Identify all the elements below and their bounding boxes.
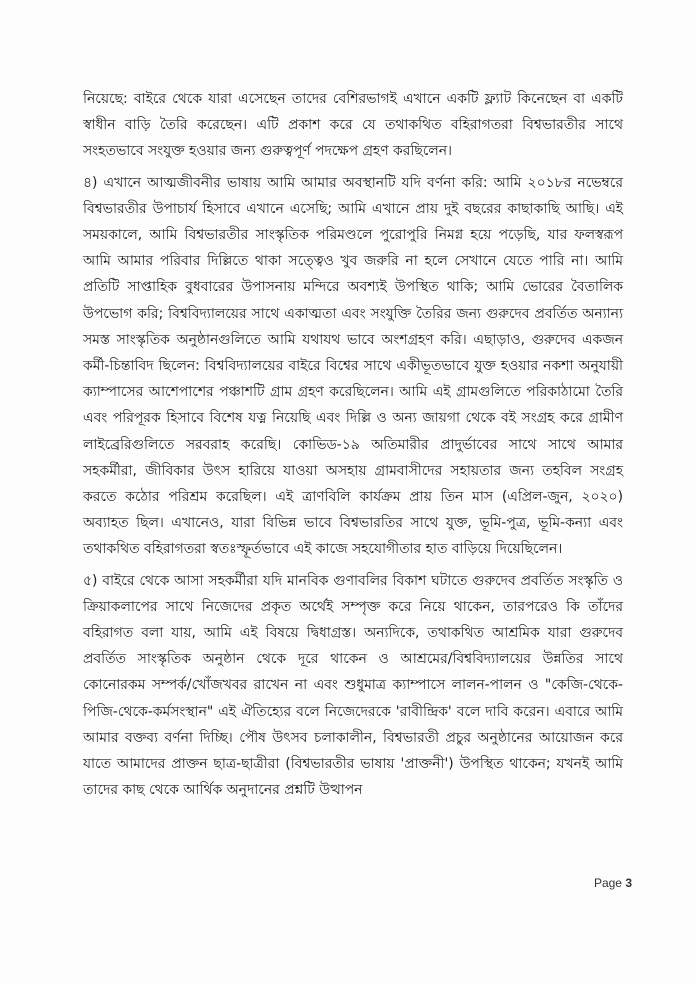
paragraph-3: ৫) বাইরে থেকে আসা সহকর্মীরা যদি মানবিক গুণাবলির বিকাশ ঘটাতে গুরুদেব প্রবর্তিত সংস্কৃতি ও ক্রিয়াকলাপের সাথে নিজেদের প্রকৃত অর্থেই সম্পৃক্ত করে নিয়ে থাকেন, তারপরেও কি তাঁদের বহিরাগত বলা যায়, আমি এই বিষয়ে দ্বিধাগ্রস্ত। অন্যদিকে, তথাকথিত আশ্রমিক যারা গুরুদেব প্রবর্তিত সাংস্কৃতিক অনুষ্ঠান থেকে দূরে থাকেন ও আশ্রমের/বিশ্ববিদ্যালয়ের উন্নতির সাথে কোনোরকম সম্পর্ক/খোঁজখবর রাখেন না এবং শুধুমাত্র ক্যাম্পাসে লালন-পালন ও "কেজি-থেকে-পিজি-থেকে-কর্মসংস্থান" এই ঐতিহ্যের বলে নিজেদেরকে 'রাবীন্দ্রিক' বলে দাবি করেন। এবারে আমি আমার বক্তব্য বর্ণনা দিচ্ছি। পৌষ উৎসব চলাকালীন, বিশ্বভারতী প্রচুর অনুষ্ঠানের আয়োজন করে যাতে আমাদের প্রাক্তন ছাত্র-ছাত্রীরা (বিশ্বভারতীর ভাষায় 'প্রাক্তনী') উপস্থিত থাকেন; যখনই আমি তাদের কাছ থেকে আর্থিক অনুদানের প্রশ্নটি উত্থাপন [83,572,623,799]
document-body [83,86,623,808]
paragraph-1: নিয়েছে: বাইরে থেকে যারা এসেছেন তাদের বেশিরভাগই এখানে একটি ফ্ল্যাট কিনেছেন বা একটি স্বাধীন বাড়ি তৈরি করেছেন। এটি প্রকাশ করে যে তথাকথিত বহিরাগতরা বিশ্বভারতীর সাথে সংহতভাবে সংযুক্ত হওয়ার জন্য গুরুত্বপূর্ণ পদক্ষেপ গ্রহণ করছিলেন। [83,91,623,160]
page-footer [594,876,632,890]
page-label: Page [593,876,626,890]
page-number: 3 [625,876,632,890]
paragraph-2: ৪) এখানে আত্মজীবনীর ভাষায় আমি আমার অবস্থানটি যদি বর্ণনা করি: আমি ২০১৮র নভেম্বরে বিশ্বভারতীর উপাচার্য হিসাবে এখানে এসেছি; আমি এখানে প্রায় দুই বছরের কাছাকাছি আছি। এই সময়কালে, আমি বিশ্বভারতীর সাংস্কৃতিক পরিমণ্ডলে পুরোপুরি নিমগ্ন হয়ে পড়েছি, যার ফলস্বরূপ আমি আমার পরিবার দিল্লিতে থাকা সত্ত্বেও খুব জরুরি না হলে সেখানে যেতে পারি না। আমি প্রতিটি সাপ্তাহিক বুধবারের উপাসনায় মন্দিরে অবশ্যই উপস্থিত থাকি; আমি ভোরের বৈতালিক উপভোগ করি; বিশ্ববিদ্যালয়ের সাথে একাত্মতা এবং সংযুক্তি তৈরির জন্য গুরুদেব প্রবর্তিত অন্যান্য সমস্ত সাংস্কৃতিক অনুষ্ঠানগুলিতে আমি যথাযথ ভাবে অংশগ্রহণ করি। এছাড়াও, গুরুদেব একজন কর্মী-চিন্তাবিদ ছিলেন: বিশ্ববিদ্যালয়ের বাইরে বিশ্বের সাথে একীভূতভাবে যুক্ত হওয়ার নকশা অনুযায়ী ক্যাম্পাসের আশেপাশের পঞ্চাশটি গ্রাম গ্রহণ করেছিলেন। আমি এই গ্রামগুলিতে পরিকাঠামো তৈরি এবং পরিপূরক হিসাবে বিশেষ যত্ন নিয়েছি এবং দিল্লি ও অন্য জায়গা থেকে বই সংগ্রহ করে গ্রামীণ লাইব্রেরিগুলিতে সরবরাহ করেছি। কোভিড-১৯ অতিমারীর প্রাদুর্ভাবের সাথে সাথে আমার সহকর্মীরা, জীবিকার উৎস হারিয়ে যাওয়া অসহায় গ্রামবাসীদের সহায়তার জন্য তহবিল সংগ্রহ করতে কঠোর পরিশ্রম করেছিল। এই ত্রাণবিলি কার্যক্রম প্রায় তিন মাস (এপ্রিল-জুন, ২০২০) অব্যাহত ছিল। এখানেও, যারা বিভিন্ন ভাবে বিশ্বভারতির সাথে যুক্ত, ভূমি-পুত্র, ভূমি-কন্যা এবং তথাকথিত বহিরাগতরা স্বতঃস্ফূর্তভাবে এই কাজে সহযোগীতার হাত বাড়িয়ে দিয়েছিলেন। [83,174,623,558]
